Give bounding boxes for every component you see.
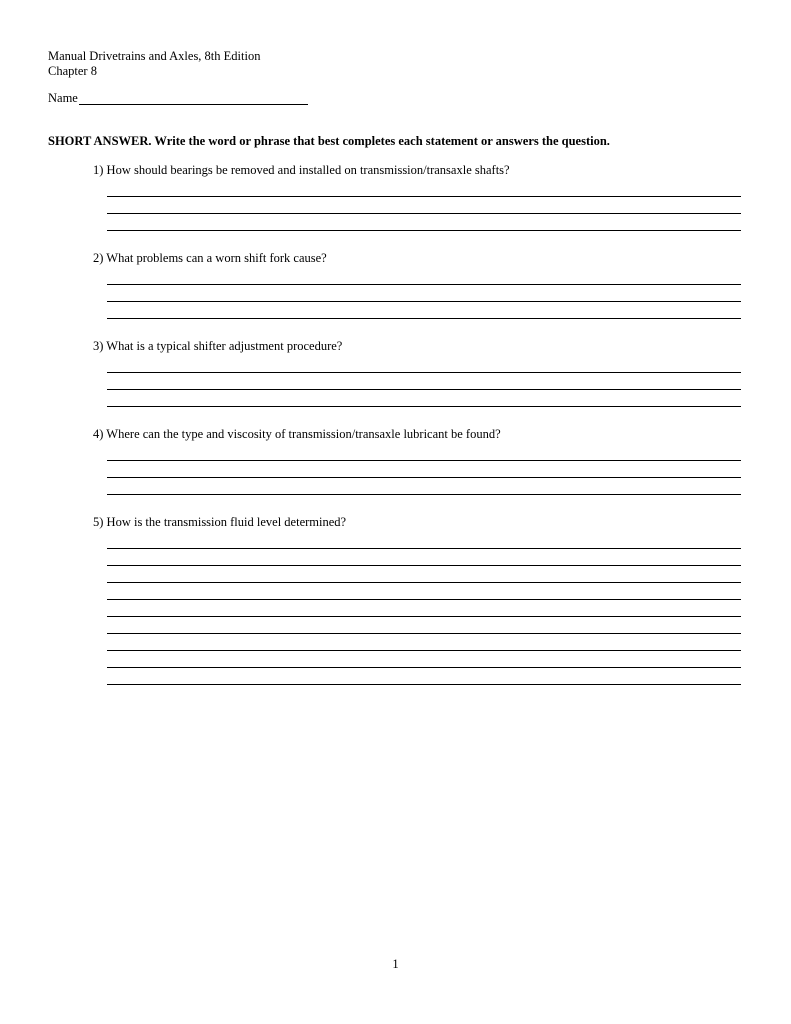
question-5: 5) How is the transmission fluid level determined? <box>93 515 347 529</box>
section-instructions: SHORT ANSWER. Write the word or phrase that best completes each statement or answers the question. <box>48 134 610 148</box>
answer-line[interactable] <box>107 406 741 407</box>
answer-line[interactable] <box>107 389 741 390</box>
answer-line[interactable] <box>107 301 741 302</box>
answer-line[interactable] <box>107 616 741 617</box>
name-row <box>48 91 308 105</box>
question-3: 3) What is a typical shifter adjustment procedure? <box>93 339 343 353</box>
name-label: Name <box>48 91 78 105</box>
answer-line[interactable] <box>107 684 741 685</box>
answer-line[interactable] <box>107 318 741 319</box>
chapter-label: Chapter 8 <box>48 64 97 78</box>
question-1: 1) How should bearings be removed and installed on transmission/transaxle shafts? <box>93 163 510 177</box>
answer-line[interactable] <box>107 372 741 373</box>
answer-line[interactable] <box>107 460 741 461</box>
answer-line[interactable] <box>107 565 741 566</box>
answer-line[interactable] <box>107 494 741 495</box>
question-2: 2) What problems can a worn shift fork cause? <box>93 251 327 265</box>
answer-line[interactable] <box>107 477 741 478</box>
answer-line[interactable] <box>107 650 741 651</box>
answer-line[interactable] <box>107 230 741 231</box>
answer-line[interactable] <box>107 599 741 600</box>
answer-line[interactable] <box>107 582 741 583</box>
page-number: 1 <box>392 957 399 971</box>
question-4: 4) Where can the type and viscosity of transmission/transaxle lubricant be found? <box>93 427 501 441</box>
answer-line[interactable] <box>107 667 741 668</box>
answer-line[interactable] <box>107 284 741 285</box>
book-title: Manual Drivetrains and Axles, 8th Edition <box>48 49 261 63</box>
answer-line[interactable] <box>107 196 741 197</box>
answer-line[interactable] <box>107 633 741 634</box>
answer-line[interactable] <box>107 548 741 549</box>
name-field[interactable] <box>79 92 308 105</box>
answer-line[interactable] <box>107 213 741 214</box>
